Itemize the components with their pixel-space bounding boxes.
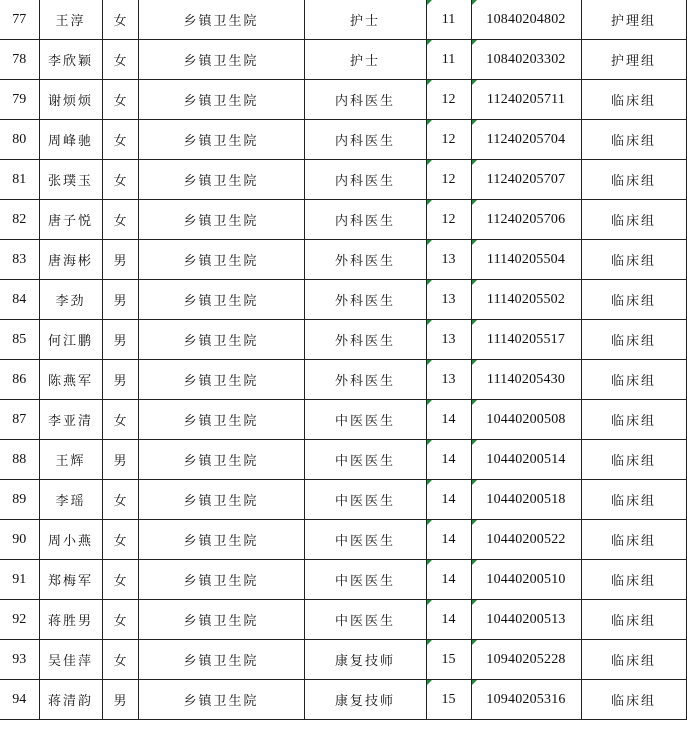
ticket-number-cell[interactable]: 10440200513: [471, 600, 581, 640]
gender-cell[interactable]: 女: [102, 520, 138, 560]
post-cell[interactable]: 外科医生: [304, 240, 426, 280]
row-number-cell[interactable]: 93: [0, 640, 39, 680]
unit-cell[interactable]: 乡镇卫生院: [138, 640, 304, 680]
post-cell[interactable]: 中医医生: [304, 400, 426, 440]
post-code-cell[interactable]: 12: [426, 200, 471, 240]
row-number-cell[interactable]: 86: [0, 360, 39, 400]
table-row: [0, 360, 686, 400]
gender-cell[interactable]: 女: [102, 0, 138, 40]
unit-cell[interactable]: 乡镇卫生院: [138, 560, 304, 600]
unit-cell[interactable]: 乡镇卫生院: [138, 400, 304, 440]
post-cell[interactable]: 中医医生: [304, 440, 426, 480]
post-code-cell[interactable]: 14: [426, 480, 471, 520]
unit-cell[interactable]: 乡镇卫生院: [138, 320, 304, 360]
ticket-number-cell[interactable]: 11240205704: [471, 120, 581, 160]
gender-cell[interactable]: 男: [102, 440, 138, 480]
post-cell[interactable]: 中医医生: [304, 600, 426, 640]
table-row: [0, 600, 686, 640]
unit-cell[interactable]: 乡镇卫生院: [138, 600, 304, 640]
unit-cell[interactable]: 乡镇卫生院: [138, 480, 304, 520]
gender-cell[interactable]: 女: [102, 200, 138, 240]
gender-cell[interactable]: 女: [102, 600, 138, 640]
post-code-cell[interactable]: 14: [426, 560, 471, 600]
gender-cell[interactable]: 女: [102, 480, 138, 520]
ticket-number-cell[interactable]: 11140205430: [471, 360, 581, 400]
gender-cell[interactable]: 女: [102, 560, 138, 600]
ticket-number-cell[interactable]: 10840204802: [471, 0, 581, 40]
name-cell[interactable]: 李欣颖: [39, 40, 102, 80]
group-cell[interactable]: 护理组: [581, 0, 686, 40]
row-number-cell[interactable]: 79: [0, 80, 39, 120]
post-code-cell[interactable]: 15: [426, 680, 471, 720]
gender-cell[interactable]: 男: [102, 360, 138, 400]
name-cell[interactable]: 李瑶: [39, 480, 102, 520]
post-cell[interactable]: 外科医生: [304, 280, 426, 320]
gender-cell[interactable]: 男: [102, 280, 138, 320]
ticket-number-cell[interactable]: 10840203302: [471, 40, 581, 80]
unit-cell[interactable]: 乡镇卫生院: [138, 40, 304, 80]
group-cell[interactable]: 临床组: [581, 360, 686, 400]
post-code-cell[interactable]: 13: [426, 280, 471, 320]
group-cell[interactable]: 临床组: [581, 600, 686, 640]
group-cell[interactable]: 临床组: [581, 400, 686, 440]
post-cell[interactable]: 中医医生: [304, 520, 426, 560]
gender-cell[interactable]: 女: [102, 400, 138, 440]
row-number-cell[interactable]: 91: [0, 560, 39, 600]
row-number-cell[interactable]: 89: [0, 480, 39, 520]
post-code-cell[interactable]: 14: [426, 520, 471, 560]
gender-cell[interactable]: 女: [102, 40, 138, 80]
ticket-number-cell[interactable]: 11240205706: [471, 200, 581, 240]
row-number-cell[interactable]: 84: [0, 280, 39, 320]
ticket-number-cell[interactable]: 10940205228: [471, 640, 581, 680]
ticket-number-cell[interactable]: 10440200514: [471, 440, 581, 480]
group-cell[interactable]: 临床组: [581, 440, 686, 480]
post-code-cell[interactable]: 14: [426, 440, 471, 480]
name-cell[interactable]: 王辉: [39, 440, 102, 480]
group-cell[interactable]: 临床组: [581, 320, 686, 360]
name-cell[interactable]: 蒋胜男: [39, 600, 102, 640]
name-cell[interactable]: 郑梅军: [39, 560, 102, 600]
post-cell[interactable]: 护士: [304, 40, 426, 80]
row-number-cell[interactable]: 81: [0, 160, 39, 200]
group-cell[interactable]: 临床组: [581, 680, 686, 720]
name-cell[interactable]: 唐子悦: [39, 200, 102, 240]
ticket-number-cell[interactable]: 10940205316: [471, 680, 581, 720]
name-cell[interactable]: 唐海彬: [39, 240, 102, 280]
name-cell[interactable]: 蒋清韵: [39, 680, 102, 720]
ticket-number-cell[interactable]: 11140205504: [471, 240, 581, 280]
group-cell[interactable]: 临床组: [581, 200, 686, 240]
unit-cell[interactable]: 乡镇卫生院: [138, 160, 304, 200]
name-cell[interactable]: 张璞玉: [39, 160, 102, 200]
group-cell[interactable]: 临床组: [581, 640, 686, 680]
unit-cell[interactable]: 乡镇卫生院: [138, 240, 304, 280]
table-row: [0, 40, 686, 80]
post-code-cell[interactable]: 13: [426, 360, 471, 400]
post-cell[interactable]: 内科医生: [304, 80, 426, 120]
group-cell[interactable]: 临床组: [581, 240, 686, 280]
gender-cell[interactable]: 女: [102, 80, 138, 120]
name-cell[interactable]: 李劲: [39, 280, 102, 320]
post-code-cell[interactable]: 13: [426, 320, 471, 360]
group-cell[interactable]: 临床组: [581, 520, 686, 560]
ticket-number-cell[interactable]: 10440200510: [471, 560, 581, 600]
post-cell[interactable]: 内科医生: [304, 200, 426, 240]
post-code-cell[interactable]: 15: [426, 640, 471, 680]
name-cell[interactable]: 周峰驰: [39, 120, 102, 160]
table-row: [0, 480, 686, 520]
name-cell[interactable]: 周小燕: [39, 520, 102, 560]
gender-cell[interactable]: 女: [102, 120, 138, 160]
name-cell[interactable]: 何江鹏: [39, 320, 102, 360]
row-number-cell[interactable]: 78: [0, 40, 39, 80]
table-row: [0, 520, 686, 560]
row-number-cell[interactable]: 83: [0, 240, 39, 280]
row-number-cell[interactable]: 85: [0, 320, 39, 360]
post-code-cell[interactable]: 14: [426, 400, 471, 440]
ticket-number-cell[interactable]: 11240205707: [471, 160, 581, 200]
unit-cell[interactable]: 乡镇卫生院: [138, 440, 304, 480]
table-row: [0, 680, 686, 720]
row-number-cell[interactable]: 87: [0, 400, 39, 440]
post-code-cell[interactable]: 14: [426, 600, 471, 640]
table-row: [0, 640, 686, 680]
unit-cell[interactable]: 乡镇卫生院: [138, 120, 304, 160]
row-number-cell[interactable]: 77: [0, 0, 39, 40]
post-code-cell[interactable]: 11: [426, 40, 471, 80]
post-code-cell[interactable]: 13: [426, 240, 471, 280]
unit-cell[interactable]: 乡镇卫生院: [138, 0, 304, 40]
post-cell[interactable]: 康复技师: [304, 680, 426, 720]
post-cell[interactable]: 内科医生: [304, 160, 426, 200]
group-cell[interactable]: 临床组: [581, 560, 686, 600]
group-cell[interactable]: 临床组: [581, 80, 686, 120]
post-cell[interactable]: 内科医生: [304, 120, 426, 160]
unit-cell[interactable]: 乡镇卫生院: [138, 360, 304, 400]
name-cell[interactable]: 李亚清: [39, 400, 102, 440]
post-code-cell[interactable]: 12: [426, 120, 471, 160]
post-code-cell[interactable]: 11: [426, 0, 471, 40]
ticket-number-cell[interactable]: 11140205502: [471, 280, 581, 320]
table-row: [0, 440, 686, 480]
gender-cell[interactable]: 女: [102, 640, 138, 680]
table-row: [0, 200, 686, 240]
post-cell[interactable]: 中医医生: [304, 560, 426, 600]
post-cell[interactable]: 外科医生: [304, 360, 426, 400]
table-row: [0, 160, 686, 200]
unit-cell[interactable]: 乡镇卫生院: [138, 520, 304, 560]
table-row: [0, 280, 686, 320]
name-cell[interactable]: 陈燕军: [39, 360, 102, 400]
row-number-cell[interactable]: 90: [0, 520, 39, 560]
ticket-number-cell[interactable]: 11240205711: [471, 80, 581, 120]
row-number-cell[interactable]: 88: [0, 440, 39, 480]
ticket-number-cell[interactable]: 10440200508: [471, 400, 581, 440]
table-row: [0, 320, 686, 360]
ticket-number-cell[interactable]: 11140205517: [471, 320, 581, 360]
unit-cell[interactable]: 乡镇卫生院: [138, 200, 304, 240]
post-code-cell[interactable]: 12: [426, 160, 471, 200]
gender-cell[interactable]: 女: [102, 160, 138, 200]
post-cell[interactable]: 中医医生: [304, 480, 426, 520]
unit-cell[interactable]: 乡镇卫生院: [138, 80, 304, 120]
gender-cell[interactable]: 男: [102, 680, 138, 720]
unit-cell[interactable]: 乡镇卫生院: [138, 680, 304, 720]
name-cell[interactable]: 吴佳萍: [39, 640, 102, 680]
unit-cell[interactable]: 乡镇卫生院: [138, 280, 304, 320]
name-cell[interactable]: 谢烦烦: [39, 80, 102, 120]
gender-cell[interactable]: 男: [102, 320, 138, 360]
row-number-cell[interactable]: 80: [0, 120, 39, 160]
post-cell[interactable]: 康复技师: [304, 640, 426, 680]
ticket-number-cell[interactable]: 10440200522: [471, 520, 581, 560]
group-cell[interactable]: 护理组: [581, 40, 686, 80]
table-row: [0, 560, 686, 600]
table-row: [0, 240, 686, 280]
table-row: [0, 120, 686, 160]
table-row: [0, 80, 686, 120]
post-code-cell[interactable]: 12: [426, 80, 471, 120]
table-row: [0, 400, 686, 440]
row-number-cell[interactable]: 94: [0, 680, 39, 720]
group-cell[interactable]: 临床组: [581, 480, 686, 520]
name-cell[interactable]: 王淳: [39, 0, 102, 40]
table-row: [0, 0, 686, 40]
post-cell[interactable]: 外科医生: [304, 320, 426, 360]
gender-cell[interactable]: 男: [102, 240, 138, 280]
row-number-cell[interactable]: 82: [0, 200, 39, 240]
group-cell[interactable]: 临床组: [581, 280, 686, 320]
group-cell[interactable]: 临床组: [581, 160, 686, 200]
ticket-number-cell[interactable]: 10440200518: [471, 480, 581, 520]
row-number-cell[interactable]: 92: [0, 600, 39, 640]
post-cell[interactable]: 护士: [304, 0, 426, 40]
group-cell[interactable]: 临床组: [581, 120, 686, 160]
